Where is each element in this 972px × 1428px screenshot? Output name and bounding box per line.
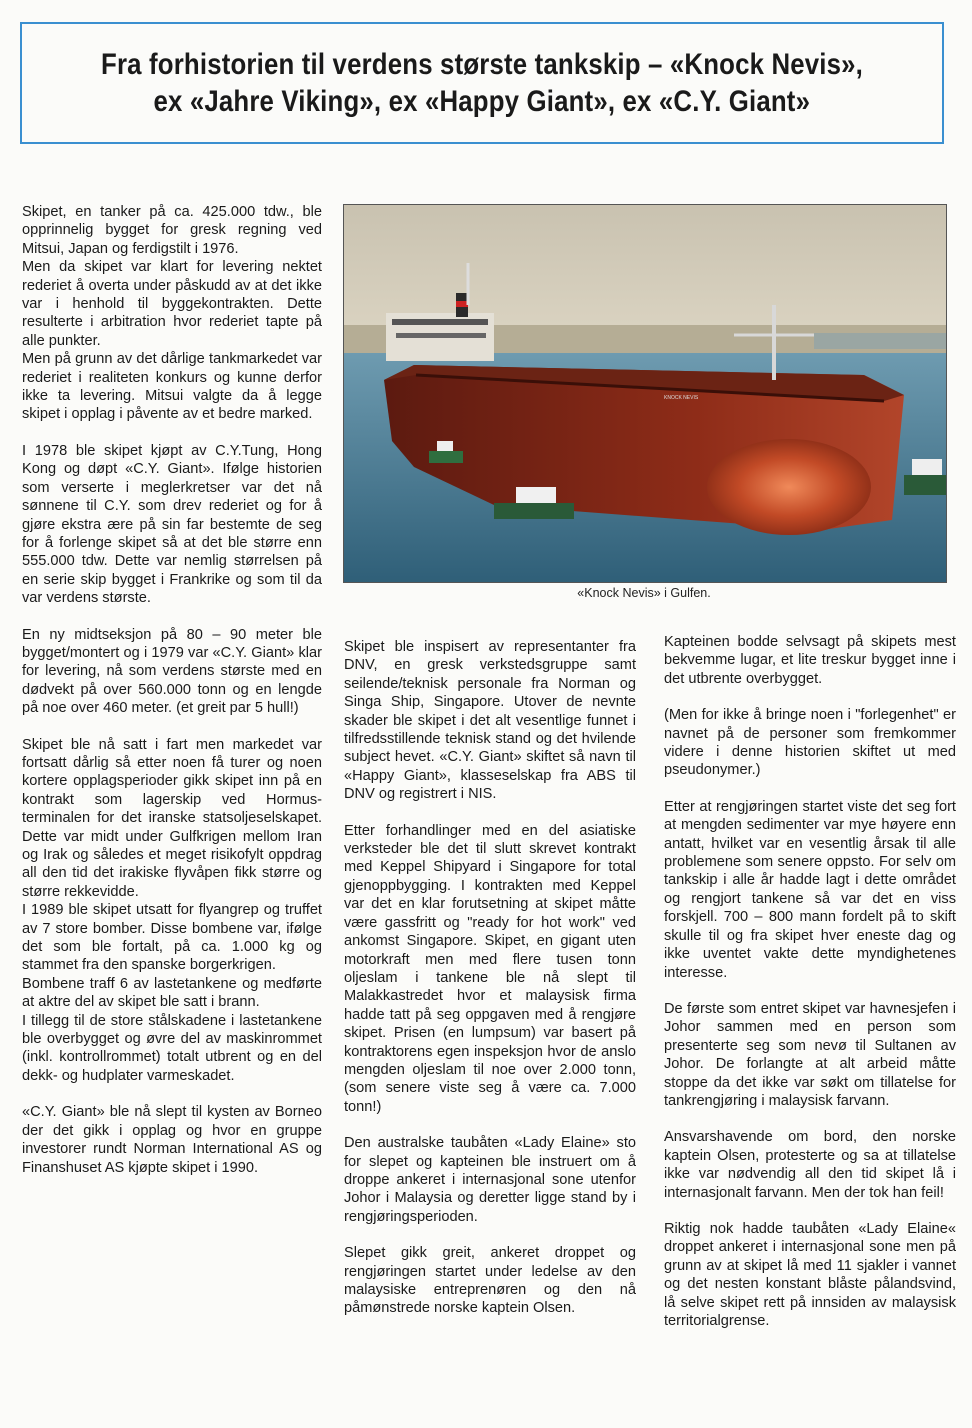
paragraph: Skipet ble nå satt i fart men markedet var fortsatt dårlig så etter noen få turer og noen kortere opplagsperioder gikk skipet inn på en kontrakt som lagerskip ved Hormus-terminalen for det iranske statsoljeselskapet. Dette var midt under Gulfkrigen mellom Iran og Irak og således et meget risikofylt oppdrag all den tid det irakiske flyvåpen fikk større og større rekkevidde. [22, 736, 322, 900]
paragraph: Men på grunn av det dårlige tankmarkedet var rederiet i realiteten konkurs og kunne derfor ikke ta levering. Mitsui valgte da å legge skipet i opplag i påvente av et bedre marked. [22, 351, 322, 423]
photo-caption: «Knock Nevis» i Gulfen. [577, 586, 711, 600]
paragraph: De første som entret skipet var havnesjefen i Johor sammen med en person som presenterte seg som nevø til Sultanen av Johor. De forlangte at alt arbeid måtte stoppe da det ikke var søkt om tillatelse for tankrengjøring i malaysisk farvann. [664, 1000, 956, 1109]
paragraph: Kapteinen bodde selvsagt på skipets mest bekvemme lugar, et lite treskur bygget inne i det utbrente overbygget. [664, 634, 956, 687]
paragraph: Etter forhandlinger med en del asiatiske verksteder ble det til slutt skrevet kontrakt med Keppel Shipyard i Singapore for total gjenoppbygging. I kontrakten med Keppel var det en klar forutsetning at skipet måtte være gassfritt og "ready for hot work" ved ankomst Singapore. Skipet, en gigant uten motorkraft men med flere tusen tonn oljeslam i tankene ble nå slept til Malakkastredet hvor et malaysisk firma hadde tatt på seg oppgaven med å rengjøre skipet. Prisen (en lumpsum) var basert på kontraktorens egen inspeksjon hvor de anslo mengden oljeslam til noe over 2.000 tonn, (som senere viste seg å være ca. 7.000 tonn!) [344, 822, 636, 1115]
paragraph: Etter at rengjøringen startet viste det seg fort at mengden sedimenter var mye høyere enn antatt, hvilket var en vesentlig årsak til alle problemene som senere oppsto. For selv om tankskip i alle år hadde lagt i dette området og rengjort tankene så var det en viss forskjell. 700 – 800 mann fordelt på to skift skulle til og fra skipet hver eneste dag og ikke uventet vakte dette myndighetenes interesse. [664, 798, 956, 981]
paragraph: I tillegg til de store stålskadene i lastetankene ble overbygget og øvre del av maskinrommet (inkl. kontrollrommet) totalt utbrent og en del dekk- og hudplater varmeskadet. [22, 1012, 322, 1084]
headline-line-1: Fra forhistorien til verdens største tankskip – «Knock Nevis», [100, 48, 863, 81]
paragraph: Riktig nok hadde taubåten «Lady Elaine« droppet ankeret i internasjonal sone men på grunn av at skipet lå med 11 sjakler i vannet og det nesten konstant blåste pålandsvind, lå selve skipet rett på innsiden av malaysisk territorialgrense. [664, 1220, 956, 1329]
tanker-photo [343, 204, 947, 583]
article-column-1 [22, 203, 322, 1195]
hull-name-text: KNOCK NEVIS [664, 395, 699, 401]
article-column-3 [664, 633, 956, 1348]
paragraph: Men da skipet var klart for levering nektet rederiet å overta under påskudd av at det ikke var i henhold til byggekontrakten. Dette resulterte i arbitration hvor rederiet tapte på alle punkter. [22, 259, 322, 349]
paragraph: Skipet ble inspisert av representanter fra DNV, en gresk verkstedsgruppe samt seilende/teknisk personale fra Norman og Singa Ship, Singapore. Utover de nevnte skader ble skipet i det alt vesentlige funnet i tilfredsstillende teknisk stand og det hvilende subject hevet. «C.Y. Giant» skiftet så navn til «Happy Giant», klasseselskap fra ABS til DNV og registrert i NIS. [344, 639, 636, 803]
paragraph: I 1989 ble skipet utsatt for flyangrep og truffet av 7 store bomber. Disse bombene var, ifølge det som ble fortalt, på ca. 1.000 kg og stammet fra den spanske borgerkrigen. [22, 902, 322, 974]
paragraph: Slepet gikk greit, ankeret droppet og rengjøringen startet under ledelse av den malaysiske entreprenøren og den nå påmønstrede norske kaptein Olsen. [344, 1245, 636, 1317]
paragraph: «C.Y. Giant» ble nå slept til kysten av Borneo der det gikk i opplag og hvor en gruppe investorer rundt Norman International AS og Finanshuset AS kjøpte skipet i 1990. [22, 1104, 322, 1176]
paragraph: (Men for ikke å bringe noen i "forlegenhet" er navnet på de personer som fremkommer videre i denne historien skiftet ut med pseudonymer.) [664, 707, 956, 779]
article-column-2 [344, 638, 636, 1336]
paragraph: Skipet, en tanker på ca. 425.000 tdw., ble opprinnelig bygget for gresk regning ved Mitsui, Japan og ferdigstilt i 1976. [22, 204, 322, 257]
paragraph: Ansvarshavende om bord, den norske kaptein Olsen, protesterte og sa at tillatelse ikke var nødvendig all den tid skipet lå i internasjonalt farvann. Men der tok han feil! [664, 1129, 956, 1201]
paragraph: En ny midtseksjon på 80 – 90 meter ble bygget/montert og i 1979 var «C.Y. Giant» klar for levering, nå som verdens største med en dødvekt på over 560.000 tonn og en lengde på noe over 460 meter. (et greit par 5 hull!) [22, 626, 322, 717]
paragraph: I 1978 ble skipet kjøpt av C.Y.Tung, Hong Kong og døpt «C.Y. Giant». Ifølge historien som verserte i meglerkretser var det nå sønnene til C.Y. som drev rederiet og for å gjøre ekstra ære på sin far bestemte de seg for å forlenge skipet så at det ble større enn 555.000 tdw. Dette var nemlig størrelsen på en serie skip bygget i Frankrike og som til da var verdens største. [22, 442, 322, 607]
paragraph: Bombene traff 6 av lastetankene og medførte at aktre del av skipet ble satt i brann. [22, 975, 322, 1011]
headline-line-2: ex «Jahre Viking», ex «Happy Giant», ex «C.Y. Giant» [153, 85, 811, 118]
paragraph: Den australske taubåten «Lady Elaine» sto for slepet og kapteinen ble instruert om å droppe ankeret i internasjonal sone utenfor Johor i Malaysia og deretter ligge stand by i rengjøringsperioden. [344, 1135, 636, 1225]
headline-box [20, 22, 944, 144]
